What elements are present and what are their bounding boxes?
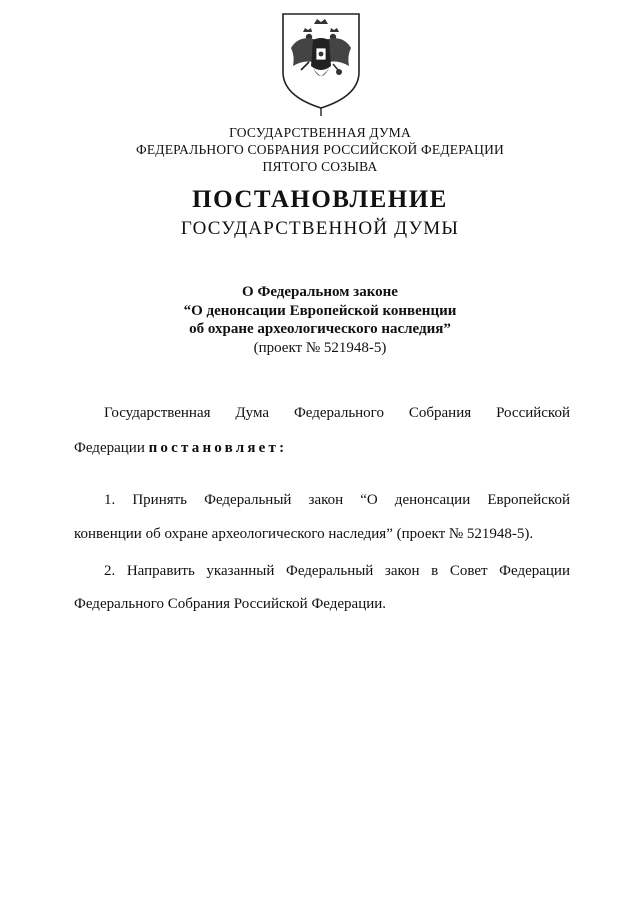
org-line-federal-assembly: ФЕДЕРАЛЬНОГО СОБРАНИЯ РОССИЙСКОЙ ФЕДЕРАЦИИ xyxy=(136,142,504,157)
preamble-line-1: Государственная Дума Федерального Собрания Российской xyxy=(104,405,570,421)
subject-line-1: О Федеральном законе xyxy=(242,284,398,300)
org-line-convocation: ПЯТОГО СОЗЫВА xyxy=(262,159,378,174)
document-subtitle: ГОСУДАРСТВЕННОЙ ДУМЫ xyxy=(180,218,460,239)
preamble-resolves: постановляет: xyxy=(148,440,288,456)
item-2-line-2: Федерального Собрания Российской Федерации. xyxy=(74,596,387,612)
subject-line-3: об охране археологического наследия” xyxy=(189,321,451,337)
subject-project-number: (проект № 521948-5) xyxy=(253,339,387,356)
preamble-federation: Федерации xyxy=(74,440,149,456)
org-line-duma: ГОСУДАРСТВЕННАЯ ДУМА xyxy=(229,125,411,140)
subject-line-2: “О денонсации Европейской конвенции xyxy=(183,302,457,319)
document-title: ПОСТАНОВЛЕНИЕ xyxy=(192,186,448,213)
item-2-line-1: 2. Направить указанный Федеральный закон в Совет Федерации xyxy=(104,563,570,579)
item-1-line-2: конвенции об охране археологического наследия” (проект № 521948-5). xyxy=(74,526,534,542)
item-1-line-1: 1. Принять Федеральный закон “О денонсации Европейской xyxy=(104,492,570,508)
preamble-line-2 xyxy=(74,440,570,457)
document-subject xyxy=(0,283,640,357)
org-name-block xyxy=(0,124,640,175)
russian-coat-of-arms-icon xyxy=(279,10,363,118)
